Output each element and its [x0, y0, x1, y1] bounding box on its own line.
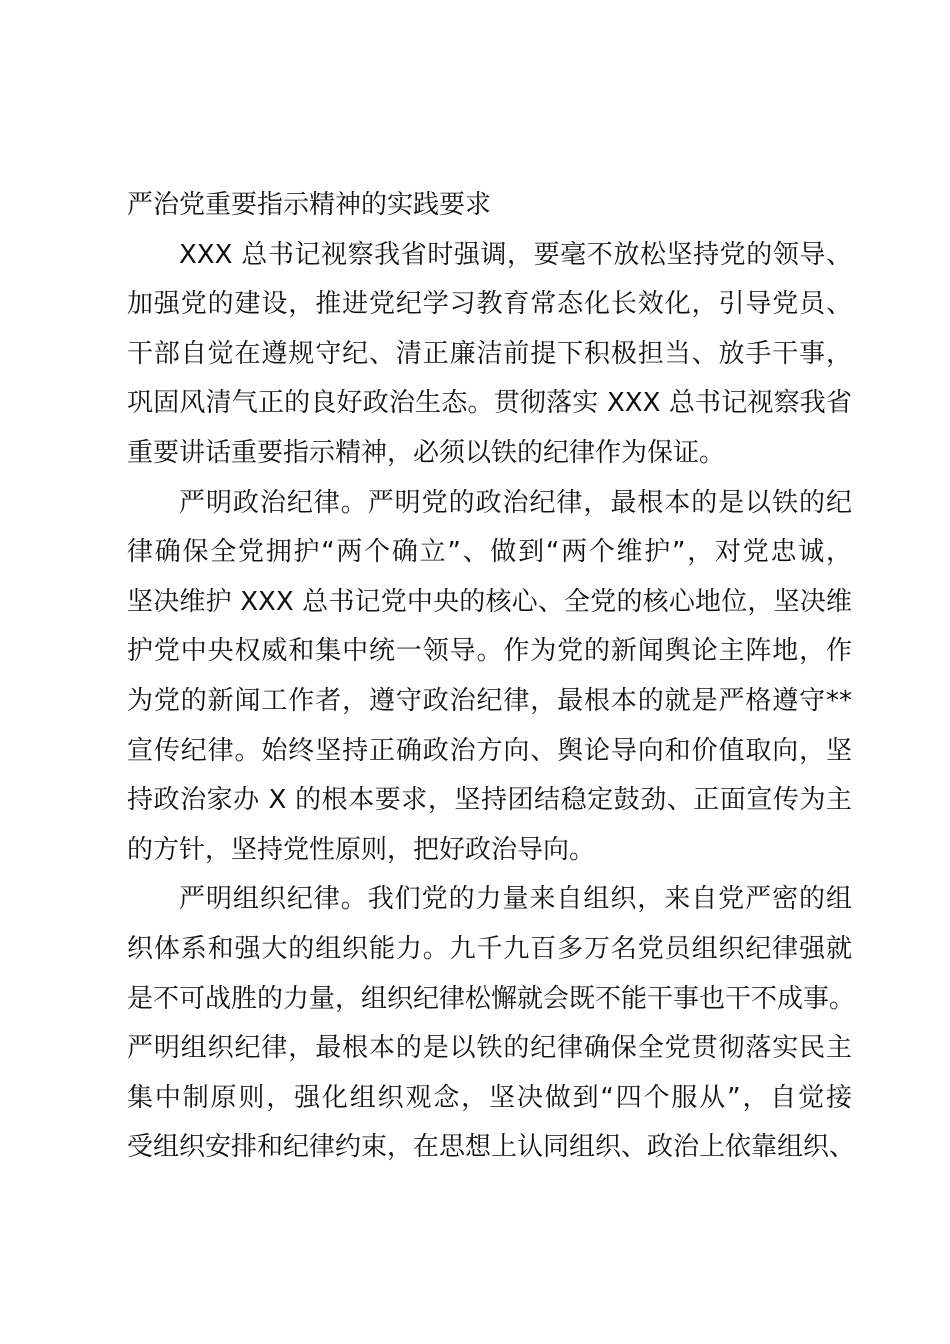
text-line: 重要讲话重要指示精神，必须以铁的纪律作为保证。: [127, 437, 726, 468]
text-line: 宣传纪律。始终坚持正确政治方向、舆论导向和价值取向，坚: [127, 735, 852, 766]
text-line: 为党的新闻工作者，遵守政治纪律，最根本的就是严格遵守**: [127, 685, 852, 716]
document-body: [127, 181, 856, 1173]
text-line: 律确保全党拥护“两个确立”、做到“两个维护”，对党忠诚，: [127, 537, 852, 568]
text-line: 加强党的建设，推进党纪学习教育常态化长效化，引导党员、: [127, 289, 852, 320]
text-line: 严明政治纪律。严明党的政治纪律，最根本的是以铁的纪: [179, 487, 852, 518]
text-line: 严明组织纪律。我们党的力量来自组织，来自党严密的组: [179, 884, 852, 915]
text-line: 受组织安排和纪律约束，在思想上认同组织、政治上依靠组织、: [127, 1132, 856, 1163]
text-line: 严治党重要指示精神的实践要求: [127, 190, 492, 220]
text-line: 织体系和强大的组织能力。九千九百多万名党员组织纪律强就: [127, 933, 852, 964]
text-line: XXX 总书记视察我省时强调，要毫不放松坚持党的领导、: [179, 239, 852, 270]
text-line: 是不可战胜的力量，组织纪律松懈就会既不能干事也干不成事。: [127, 983, 856, 1014]
text-line: 干部自觉在遵规守纪、清正廉洁前提下积极担当、放手干事，: [127, 338, 852, 369]
text-line: 的方针，坚持党性原则，把好政治导向。: [127, 834, 596, 865]
text-line: 巩固风清气正的良好政治生态。贯彻落实 XXX 总书记视察我省: [127, 388, 852, 419]
text-line: 护党中央权威和集中统一领导。作为党的新闻舆论主阵地，作: [127, 636, 852, 667]
text-line: 集中制原则，强化组织观念，坚决做到“四个服从”，自觉接: [127, 1082, 852, 1113]
text-line: 严明组织纪律，最根本的是以铁的纪律确保全党贯彻落实民主: [127, 1033, 852, 1064]
text-line: 持政治家办 X 的根本要求，坚持团结稳定鼓劲、正面宣传为主: [127, 785, 852, 816]
text-line: 坚决维护 XXX 总书记党中央的核心、全党的核心地位，坚决维: [127, 586, 852, 617]
